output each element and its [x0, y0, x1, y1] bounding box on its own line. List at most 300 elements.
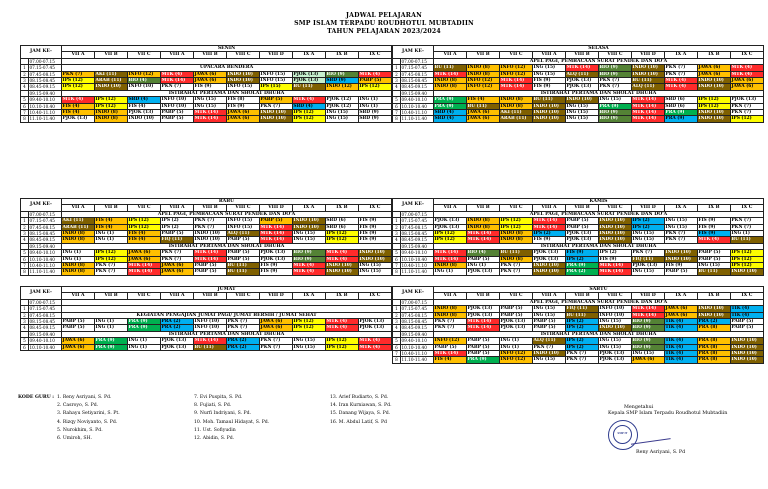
subject-cell: BIO (4): [127, 78, 160, 84]
subject-cell: INFO (10): [160, 97, 193, 103]
subject-cell: SBD (4): [292, 103, 325, 109]
subject-cell: BIO (9): [631, 319, 664, 325]
subject-cell: PKN (7): [664, 231, 697, 237]
period-time: 11.10-11.40: [401, 116, 434, 122]
subject-cell: PKN (7): [598, 78, 631, 84]
class-header: VII A: [62, 205, 95, 211]
subject-cell: MTK (14): [631, 103, 664, 109]
subject-cell: MTK (14): [499, 84, 532, 90]
subject-cell: INDO (8): [434, 78, 467, 84]
subject-cell: IPS (12): [325, 338, 358, 344]
jam-ke-header: JAM KE-: [21, 46, 62, 59]
subject-cell: MTK (14): [259, 237, 292, 243]
subject-cell: MTK (14): [434, 351, 467, 357]
period-row: [21, 250, 392, 256]
subject-cell: INDO (10): [598, 218, 631, 224]
subject-cell: ING (15): [598, 319, 631, 325]
subject-cell: FIS (4): [434, 357, 467, 363]
subject-cell: BIO (4): [467, 250, 500, 256]
subject-cell: PKN (7): [259, 344, 292, 350]
subject-cell: TIK (4): [664, 357, 697, 363]
subject-cell: ING (15): [565, 103, 598, 109]
subject-cell: INDO (10): [532, 103, 565, 109]
period-time: 07.45-08.15: [29, 71, 62, 77]
subject-cell: INDO (8): [434, 84, 467, 90]
subject-cell: FIS (9): [358, 237, 391, 243]
period-time: 08.45-09.15: [29, 325, 62, 331]
subject-cell: INDO (10): [598, 237, 631, 243]
subject-cell: ING (15): [565, 116, 598, 122]
subject-cell: INFO (15): [259, 78, 292, 84]
subject-cell: MTK (14): [631, 306, 664, 312]
period-number: 8: [393, 116, 401, 122]
subject-cell: BU (11): [697, 269, 730, 275]
subject-cell: FIS (9): [697, 224, 730, 230]
subject-cell: ING (15): [565, 110, 598, 116]
subject-cell: PABP (5): [160, 110, 193, 116]
period-row: [393, 103, 764, 109]
period-time: 10.10-10.40: [29, 344, 62, 350]
period-row: [21, 344, 392, 350]
period-time: 07.15-07.45: [29, 306, 62, 312]
teacher-code-item: 15. Danang Wijaya, S. Pd.: [330, 411, 391, 417]
subject-cell: FIS (9): [697, 231, 730, 237]
subject-cell: MTK (14): [467, 325, 500, 331]
period-number: 7: [393, 351, 401, 357]
period-number: 3: [21, 231, 29, 237]
period-row: [393, 218, 764, 224]
subject-cell: MTK (14): [127, 269, 160, 275]
teacher-code-column-1: [57, 394, 120, 443]
period-number: 3: [393, 231, 401, 237]
subject-cell: PRA (2): [160, 319, 193, 325]
class-header: VIII C: [226, 293, 259, 299]
subject-cell: MTK (4): [325, 319, 358, 325]
subject-cell: INDO (8): [499, 256, 532, 262]
subject-cell: PJOK (13): [565, 78, 598, 84]
schedule-jumat: [20, 286, 392, 351]
subject-cell: JAWA (6): [664, 306, 697, 312]
jam-ke-header: JAM KE-: [21, 199, 62, 212]
period-time: 07.15-07.45: [29, 218, 62, 224]
period-number: 4: [21, 84, 29, 90]
seal-text: SMP IT: [617, 432, 628, 435]
subject-cell: IPS (12): [697, 103, 730, 109]
subject-cell: PRA (9): [434, 97, 467, 103]
subject-cell: IPS (2): [631, 218, 664, 224]
subject-cell: ING (15): [664, 224, 697, 230]
period-row: [393, 256, 764, 262]
subject-cell: INDO (10): [532, 351, 565, 357]
subject-cell: JAWA (6): [226, 116, 259, 122]
period-number: 1: [393, 306, 401, 312]
subject-cell: MTK (14): [193, 338, 226, 344]
period-time: 10.10-10.40: [29, 103, 62, 109]
subject-cell: INDO (8): [62, 237, 95, 243]
class-header: VII A: [62, 293, 95, 299]
subject-cell: INFO (12): [499, 357, 532, 363]
subject-cell: INDO (10): [358, 250, 391, 256]
subject-cell: INDO (10): [697, 110, 730, 116]
subject-cell: INDO (10): [730, 269, 763, 275]
subject-cell: PKN (7): [434, 319, 467, 325]
subject-cell: JAWA (6): [467, 116, 500, 122]
subject-cell: MTK (14): [160, 78, 193, 84]
subject-cell: BU (11): [532, 97, 565, 103]
period-row: [21, 269, 392, 275]
subject-cell: MTK (14): [499, 78, 532, 84]
subject-cell: INFO (10): [193, 325, 226, 331]
period-number: 5: [393, 97, 401, 103]
subject-cell: MTK (4): [292, 263, 325, 269]
subject-cell: PRA (8): [697, 338, 730, 344]
class-header: VII C: [499, 205, 532, 211]
subject-cell: INFO (12): [467, 84, 500, 90]
subject-cell: INDO (10): [598, 325, 631, 331]
subject-cell: BIO (9): [598, 65, 631, 71]
period-time: 09.15-09.40: [29, 243, 62, 249]
subject-cell: IPS (2): [565, 319, 598, 325]
class-header: VIII C: [598, 52, 631, 58]
teacher-code-item: 2. Casroyo, S. Pd.: [57, 403, 99, 409]
period-number: 8: [393, 357, 401, 363]
subject-cell: BU (11): [565, 312, 598, 318]
principal-name: Reny Asriyani, S. Pd: [636, 450, 686, 455]
subject-cell: INDO (8): [62, 231, 95, 237]
period-row: [393, 116, 764, 122]
teacher-code-item: 4. Rizqy Noviyanto, S. Pd.: [57, 419, 118, 425]
subject-cell: INFO (12): [434, 338, 467, 344]
period-time: 08.15-08.45: [401, 231, 434, 237]
subject-cell: PJOK (13): [292, 78, 325, 84]
period-row: [21, 224, 392, 230]
subject-cell: INDO (8): [467, 218, 500, 224]
period-time: 08.15-08.45: [29, 319, 62, 325]
subject-cell: FIS (9): [193, 84, 226, 90]
period-number: 6: [21, 103, 29, 109]
subject-cell: PABP (5): [730, 325, 763, 331]
subject-cell: PRA (9): [95, 338, 128, 344]
class-header: IX B: [697, 293, 730, 299]
subject-cell: MTK (14): [259, 231, 292, 237]
subject-cell: INFO (12): [499, 71, 532, 77]
schedule-selasa: [392, 45, 764, 123]
period-number: 1: [21, 218, 29, 224]
subject-cell: AKI (11): [95, 71, 128, 77]
subject-cell: PKN (7): [631, 250, 664, 256]
subject-cell: FIQ (11): [160, 237, 193, 243]
class-header: VIII C: [226, 52, 259, 58]
subject-cell: IPS (2): [532, 231, 565, 237]
subject-cell: IPS (12): [358, 84, 391, 90]
subject-cell: INDO (8): [499, 97, 532, 103]
period-number: 7: [21, 110, 29, 116]
period-number: 2: [21, 71, 29, 77]
period-row: [21, 103, 392, 109]
subject-cell: FIS (9): [664, 263, 697, 269]
subject-cell: BIO (9): [598, 110, 631, 116]
sign-line-1: Mengetahui: [624, 405, 654, 410]
subject-cell: PJOK (12): [325, 97, 358, 103]
period-time: 07.15-07.45: [401, 306, 434, 312]
subject-cell: ING (1): [95, 237, 128, 243]
subject-cell: INDO (10): [259, 116, 292, 122]
subject-cell: PJOK (13): [292, 71, 325, 77]
period-number: 2: [393, 71, 401, 77]
period-time: 09.40-10.10: [29, 338, 62, 344]
schedule-senin: [20, 45, 392, 123]
subject-cell: INDO (10): [730, 338, 763, 344]
subject-cell: IPS (12): [292, 110, 325, 116]
subject-cell: ING (1): [95, 325, 128, 331]
jam-ke-header: JAM KE-: [21, 287, 62, 300]
subject-cell: SBD (4): [434, 110, 467, 116]
period-number: 4: [21, 325, 29, 331]
class-header: IX B: [697, 52, 730, 58]
subject-cell: IPS (12): [325, 231, 358, 237]
teacher-code-item: 9. Nurfi Indriyani, S. Pd.: [194, 411, 251, 417]
subject-cell: PABP (5): [160, 116, 193, 122]
subject-cell: PRA (9): [467, 357, 500, 363]
subject-cell: PKN (7): [160, 84, 193, 90]
schedule-kamis: [392, 198, 764, 276]
day-name: JUMAT: [62, 287, 392, 293]
subject-cell: INDO (8): [499, 103, 532, 109]
subject-cell: IPS (2): [565, 344, 598, 350]
subject-cell: MTK (14): [532, 218, 565, 224]
subject-cell: IPS (12): [292, 325, 325, 331]
subject-cell: INDO (10): [95, 84, 128, 90]
period-row: [393, 71, 764, 77]
subject-cell: INDO (10): [697, 116, 730, 122]
subject-cell: MTK (14): [467, 231, 500, 237]
subject-cell: IPS (12): [499, 224, 532, 230]
period-time: 09.15-09.40: [29, 90, 62, 96]
class-header: IX C: [358, 293, 391, 299]
period-row: [393, 351, 764, 357]
subject-cell: IPS (15): [259, 84, 292, 90]
subject-cell: ARAB (11): [95, 78, 128, 84]
class-header: VII A: [434, 205, 467, 211]
subject-cell: PKN (7): [499, 263, 532, 269]
subject-cell: FIQ (11): [565, 306, 598, 312]
subject-cell: PABP (5): [532, 325, 565, 331]
subject-cell: IPS (12): [95, 103, 128, 109]
subject-cell: PRA (8): [697, 344, 730, 350]
subject-cell: FIS (4): [95, 218, 128, 224]
subject-cell: MTK (4): [697, 237, 730, 243]
subject-cell: JAWA (6): [193, 78, 226, 84]
subject-cell: MTK (14): [193, 110, 226, 116]
period-row: [21, 78, 392, 84]
subject-cell: PJOK (13): [467, 306, 500, 312]
subject-cell: IPS (2): [565, 325, 598, 331]
subject-cell: BIO (9): [598, 116, 631, 122]
activity-span: APEL PAGI, PEMBACAAN SURAT PENDEK DAN DO'A: [62, 211, 392, 217]
subject-cell: PRA (2): [565, 269, 598, 275]
subject-cell: SBD (9): [358, 110, 391, 116]
period-time: 09.15-09.40: [401, 331, 434, 337]
period-row: [21, 218, 392, 224]
class-header: VIII D: [259, 293, 292, 299]
period-number: 5: [393, 338, 401, 344]
class-header: VIII A: [532, 293, 565, 299]
subject-cell: TIK (4): [664, 325, 697, 331]
subject-cell: PABP (5): [499, 306, 532, 312]
period-time: 07.45-08.15: [401, 71, 434, 77]
class-header: IX C: [730, 52, 763, 58]
period-time: 07.00-07.15: [29, 299, 62, 305]
subject-cell: ING (1): [358, 97, 391, 103]
subject-cell: PKN (7): [730, 110, 763, 116]
period-row: [21, 110, 392, 116]
subject-cell: INDO (10): [631, 65, 664, 71]
period-time: 11.10-11.40: [29, 269, 62, 275]
subject-cell: PJOK (13): [598, 357, 631, 363]
subject-cell: PJOK (13): [532, 256, 565, 262]
period-row: [393, 84, 764, 90]
period-time: 10.40-11.10: [29, 263, 62, 269]
class-header: VIII B: [565, 293, 598, 299]
subject-cell: FIS (4): [127, 231, 160, 237]
subject-cell: MTK (14): [598, 269, 631, 275]
subject-cell: BU (11): [730, 237, 763, 243]
schedule-sabtu: [392, 286, 764, 364]
teacher-code-item: 6. Umiroh, SH.: [57, 436, 92, 442]
class-header: VIII D: [259, 205, 292, 211]
subject-cell: ING (1): [499, 344, 532, 350]
subject-cell: INDO (8): [499, 231, 532, 237]
day-name: SELASA: [434, 46, 764, 52]
class-header: VII B: [95, 205, 128, 211]
subject-cell: INDO (10): [127, 116, 160, 122]
period-number: 6: [21, 344, 29, 350]
period-number: 3: [393, 78, 401, 84]
subject-cell: INDO (8): [467, 65, 500, 71]
subject-cell: PABP (5): [467, 256, 500, 262]
activity-span: APEL PAGI, PEMBACAAN SURAT PENDEK DAN DO'A: [434, 58, 764, 64]
subject-cell: ING (15): [532, 71, 565, 77]
activity-span: ISTIRAHAT PERTAMA DAN SHOLAT DHUHA: [434, 331, 764, 337]
period-number: 1: [21, 65, 29, 71]
subject-cell: INFO (10): [160, 103, 193, 109]
class-header: VIII D: [259, 52, 292, 58]
subject-cell: INDO (10): [325, 269, 358, 275]
subject-cell: TIK (4): [664, 338, 697, 344]
subject-cell: BIO (9): [631, 325, 664, 331]
subject-cell: JAWA (6): [193, 71, 226, 77]
subject-cell: PABP (5): [160, 231, 193, 237]
teacher-code-item: 5. Nurokhim, S. Pd.: [57, 427, 103, 433]
subject-cell: PJOK (13): [565, 84, 598, 90]
period-number: 6: [393, 256, 401, 262]
subject-cell: PJOK (13): [598, 351, 631, 357]
subject-cell: JAWA (6): [62, 344, 95, 350]
subject-cell: INDO (8): [467, 71, 500, 77]
period-number: 5: [21, 250, 29, 256]
subject-cell: INDO (8): [434, 306, 467, 312]
subject-cell: FIS (4): [127, 237, 160, 243]
subject-cell: PRA (2): [226, 344, 259, 350]
subject-cell: PJOK (13): [259, 256, 292, 262]
subject-cell: ING (1): [62, 256, 95, 262]
period-time: 08.45-09.15: [401, 237, 434, 243]
period-row: [21, 319, 392, 325]
subject-cell: SBD (9): [325, 78, 358, 84]
subject-cell: IPS (12): [95, 256, 128, 262]
subject-cell: PJOK (13): [499, 325, 532, 331]
subject-cell: MTK (4): [664, 84, 697, 90]
subject-cell: INFO (10): [598, 306, 631, 312]
period-number: 5: [21, 97, 29, 103]
subject-cell: SBD (4): [434, 116, 467, 122]
subject-cell: PKN (7): [226, 319, 259, 325]
class-header: IX A: [664, 52, 697, 58]
class-header: VIII A: [160, 52, 193, 58]
subject-cell: PABP (5): [193, 269, 226, 275]
subject-cell: PABP (5): [532, 319, 565, 325]
subject-cell: INFO (12): [499, 65, 532, 71]
class-header: VII C: [127, 205, 160, 211]
subject-cell: PJOK (13): [160, 338, 193, 344]
subject-cell: PKN (7): [434, 325, 467, 331]
subject-cell: ING (15): [292, 231, 325, 237]
subject-cell: INDO (10): [226, 78, 259, 84]
subject-cell: PKN (7): [565, 357, 598, 363]
subject-cell: FIS (9): [259, 269, 292, 275]
subject-cell: IPS (12): [434, 237, 467, 243]
subject-cell: PABP (5): [434, 344, 467, 350]
period-number: 1: [393, 218, 401, 224]
subject-cell: IPS (12): [730, 250, 763, 256]
period-number: 2: [21, 224, 29, 230]
subject-cell: ING (1): [95, 231, 128, 237]
subject-cell: FIS (8): [226, 97, 259, 103]
period-row: [21, 84, 392, 90]
subject-cell: JAWA (6): [664, 312, 697, 318]
period-number: 3: [21, 319, 29, 325]
class-header: IX B: [325, 205, 358, 211]
period-time: 07.00-07.15: [401, 58, 434, 64]
period-time: 10.40-11.10: [401, 110, 434, 116]
subject-cell: JAWA (6): [467, 110, 500, 116]
subject-cell: MTK (4): [325, 250, 358, 256]
period-row: [393, 224, 764, 230]
class-header: IX C: [358, 205, 391, 211]
subject-cell: PJOK (13): [358, 319, 391, 325]
subject-cell: MTK (14): [434, 71, 467, 77]
subject-cell: INDO (10): [598, 231, 631, 237]
period-time: 08.45-09.15: [29, 237, 62, 243]
subject-cell: ING (15): [598, 344, 631, 350]
subject-cell: IPS (2): [565, 256, 598, 262]
subject-cell: INFO (10): [598, 312, 631, 318]
subject-cell: PKN (7): [598, 84, 631, 90]
subject-cell: PRA (9): [664, 110, 697, 116]
subject-cell: PABP (5): [226, 237, 259, 243]
subject-cell: PRA (8): [697, 351, 730, 357]
activity-span: UPACARA BENDERA: [62, 65, 392, 71]
activity-span: ISTIRAHAT PERTAMA DAN SHOLAT DHUHA: [434, 243, 764, 249]
subject-cell: AKI (11): [62, 218, 95, 224]
jam-ke-header: JAM KE-: [393, 287, 434, 300]
subject-cell: MTK (4): [358, 338, 391, 344]
class-header: VIII D: [631, 293, 664, 299]
subject-cell: INDO (8): [434, 312, 467, 318]
subject-cell: JAWA (6): [730, 78, 763, 84]
subject-cell: PRA (2): [160, 325, 193, 331]
subject-cell: INFO (15): [226, 224, 259, 230]
